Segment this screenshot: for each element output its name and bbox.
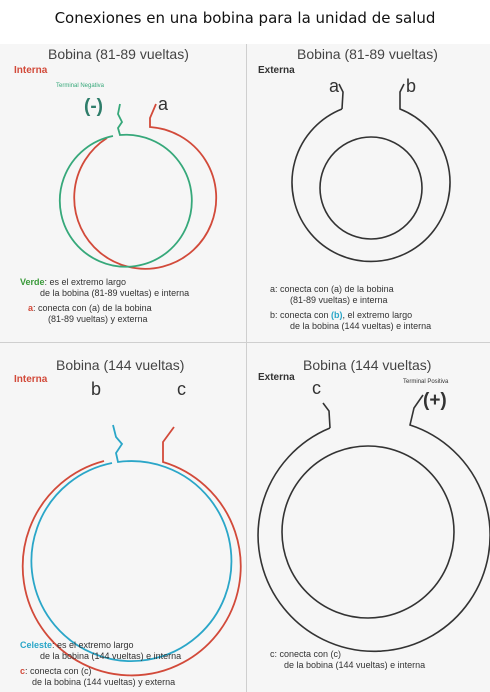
c-text-2: de la bobina (144 vueltas) e interna <box>284 660 426 670</box>
panel-externa-81-89 <box>247 44 490 342</box>
positive-terminal-symbol: (+) <box>423 390 447 411</box>
wire-label-a: a <box>329 76 340 96</box>
panel-externa-144 <box>247 343 490 692</box>
wire-label-b: b <box>406 76 417 96</box>
a-text: : conecta con (a) de la bobina <box>33 303 152 313</box>
verde-key: Verde <box>20 277 45 287</box>
panel-title: Bobina (81-89 vueltas) <box>48 46 189 62</box>
b-text-post: , el extremo largo <box>342 310 413 320</box>
wire-label-c: c <box>177 379 186 399</box>
wire-label-b: b <box>91 379 102 399</box>
panel-notes <box>270 649 488 675</box>
c-text-2: de la bobina (144 vueltas) y externa <box>32 677 176 687</box>
panel-type-label: Externa <box>258 65 295 76</box>
green-coil-wire <box>60 104 192 267</box>
c-text: : conecta con (c) <box>25 666 92 676</box>
celeste-key: Celeste <box>20 640 53 650</box>
panel-title: Bobina (81-89 vueltas) <box>297 46 438 62</box>
blue-coil-wire <box>31 425 231 661</box>
outer-coil-wire <box>258 395 490 651</box>
red-coil-wire <box>23 427 241 675</box>
panel-type-label: Interna <box>14 65 48 76</box>
inner-ring <box>282 446 454 618</box>
red-coil-wire <box>74 104 216 269</box>
panel-notes <box>20 277 245 329</box>
panel-interna-144 <box>0 343 246 692</box>
negative-terminal-symbol: (-) <box>84 96 103 117</box>
inner-coil-wire <box>323 403 330 428</box>
c-text: c: conecta con (c) <box>270 649 342 659</box>
a-key: a <box>28 303 34 313</box>
panel-title: Bobina (144 vueltas) <box>56 357 185 373</box>
a-text-2: (81-89 vueltas) y externa <box>48 314 148 324</box>
panel-notes <box>20 640 245 692</box>
a-text-2: (81-89 vueltas) e interna <box>290 295 388 305</box>
celeste-text-2: de la bobina (144 vueltas) e interna <box>40 651 182 661</box>
panel-type-label: Interna <box>14 374 48 385</box>
verde-text: : es el extremo largo <box>44 277 127 287</box>
outer-coil-wire <box>292 84 450 261</box>
diagram-grid <box>0 44 490 692</box>
terminal-positiva-label: Terminal Positiva <box>403 379 449 385</box>
page-title: Conexiones en una bobina para la unidad de salud <box>54 9 436 27</box>
inner-ring <box>320 137 422 239</box>
coil-drawing <box>247 343 490 692</box>
wire-label-c: c <box>312 378 321 398</box>
b-key: (b) <box>331 310 343 320</box>
wire-label-a: a <box>158 94 169 114</box>
inner-coil-wire <box>339 84 343 109</box>
panel-type-label: Externa <box>258 372 295 383</box>
c-key: c <box>20 666 26 676</box>
panel-notes <box>270 284 488 336</box>
verde-text-2: de la bobina (81-89 vueltas) e interna <box>40 288 190 298</box>
panel-interna-81-89 <box>0 44 246 342</box>
terminal-negativa-label: Terminal Negativa <box>56 83 105 89</box>
celeste-text: : es el extremo largo <box>52 640 134 650</box>
panel-title: Bobina (144 vueltas) <box>303 357 432 373</box>
b-text: b: conecta con <box>270 310 332 320</box>
a-text: a: conecta con (a) de la bobina <box>270 284 394 294</box>
b-text-2: de la bobina (144 vueltas) e interna <box>290 321 432 331</box>
